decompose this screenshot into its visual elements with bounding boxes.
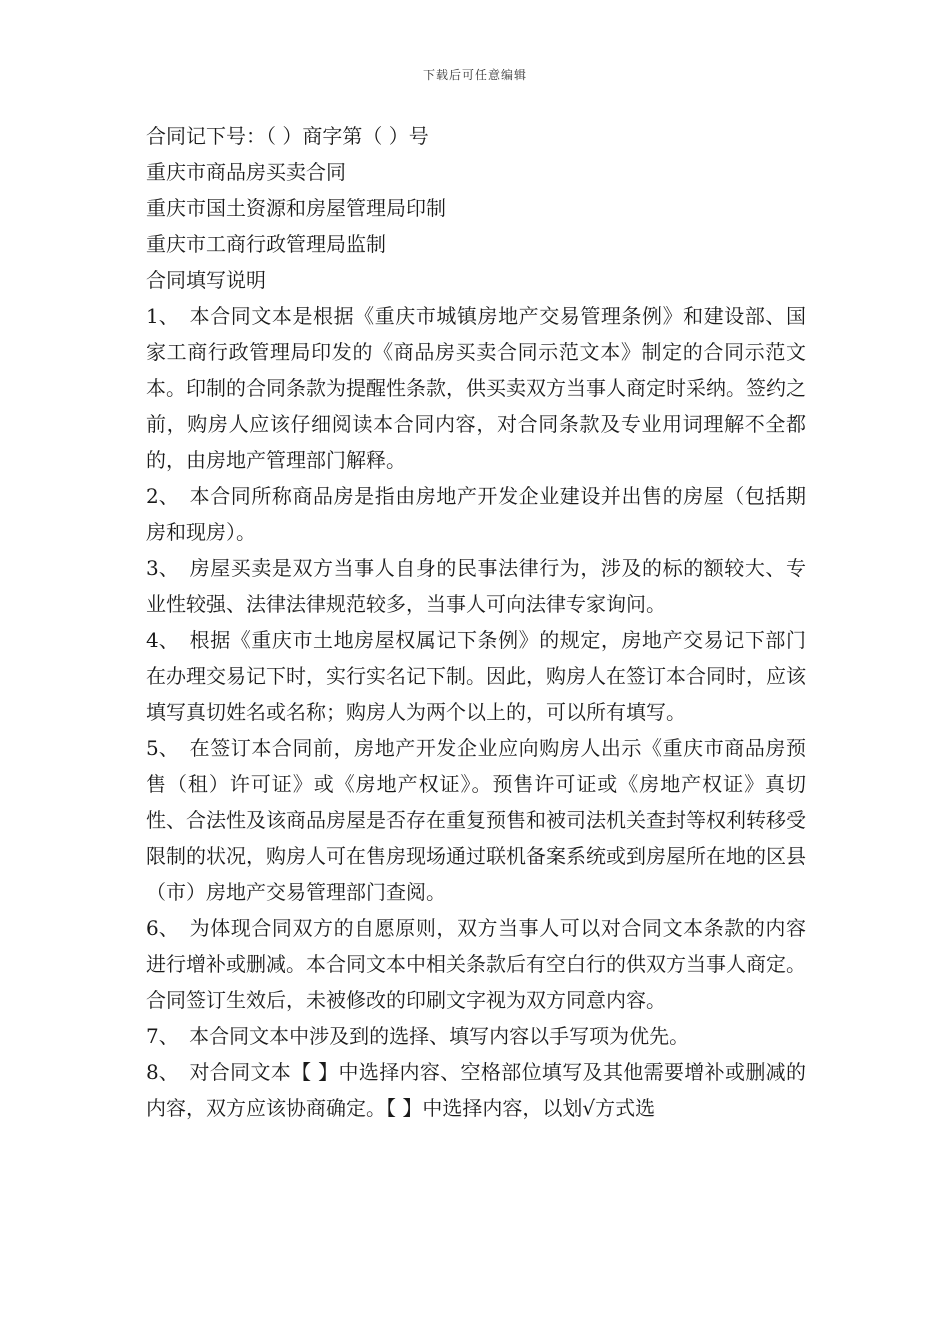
instruction-item — [146, 910, 806, 1018]
contract-title: 重庆市商品房买卖合同 — [146, 160, 346, 184]
item-text: 为体现合同双方的自愿原则，双方当事人可以对合同文本条款的内容进行增补或删减。本合同文本中相关条款后有空白行的供双方当事人商定。合同签订生效后，未被修改的印刷文字视为双方同意内容。 — [146, 916, 806, 1012]
item-number: 3、 — [146, 556, 179, 580]
item-number: 2、 — [146, 484, 179, 508]
document-body — [146, 118, 806, 1126]
item-text: 本合同文本是根据《重庆市城镇房地产交易管理条例》和建设部、国家工商行政管理局印发的《商品房买卖合同示范文本》制定的合同示范文本。印制的合同条款为提醒性条款，供买卖双方当事人商定时采纳。签约之前，购房人应该仔细阅读本合同内容，对合同条款及专业用词理解不全都的，由房地产管理部门解释。 — [146, 304, 806, 472]
instructions-heading: 合同填写说明 — [146, 268, 266, 292]
supervised-by: 重庆市工商行政管理局监制 — [146, 232, 386, 256]
item-text: 在签订本合同前，房地产开发企业应向购房人出示《重庆市商品房预售（租）许可证》或《房地产权证》。预售许可证或《房地产权证》真切性、合法性及该商品房屋是否存在重复预售和被司法机关查封等权利转移受限制的状况，购房人可在售房现场通过联机备案系统或到房屋所在地的区县（市）房地产交易管理部门查阅。 — [146, 736, 806, 904]
item-number: 4、 — [146, 628, 179, 652]
instruction-item — [146, 1018, 806, 1054]
item-number: 5、 — [146, 736, 179, 760]
instruction-item — [146, 550, 806, 622]
header-note: 下载后可任意编辑 — [422, 68, 527, 82]
item-number: 7、 — [146, 1024, 179, 1048]
instruction-item — [146, 622, 806, 730]
item-text: 房屋买卖是双方当事人自身的民事法律行为，涉及的标的额较大、专业性较强、法律法律规范较多，当事人可向法律专家询问。 — [146, 556, 806, 616]
instruction-item — [146, 298, 806, 478]
item-number: 6、 — [146, 916, 179, 940]
item-text: 根据《重庆市土地房屋权属记下条例》的规定，房地产交易记下部门在办理交易记下时，实行实名记下制。因此，购房人在签订本合同时，应该填写真切姓名或名称；购房人为两个以上的，可以所有填写。 — [146, 628, 806, 724]
item-text: 本合同文本中涉及到的选择、填写内容以手写项为优先。 — [189, 1024, 690, 1048]
item-number: 1、 — [146, 304, 179, 328]
item-text: 本合同所称商品房是指由房地产开发企业建设并出售的房屋（包括期房和现房）。 — [146, 484, 806, 544]
instruction-item — [146, 478, 806, 550]
item-number: 8、 — [146, 1060, 179, 1084]
instruction-item — [146, 730, 806, 910]
instruction-item — [146, 1054, 806, 1126]
contract-registration-number: 合同记下号：（ ）商字第（ ）号 — [146, 124, 429, 148]
item-text: 对合同文本【 】中选择内容、空格部位填写及其他需要增补或删减的内容，双方应该协商确定。【 】中选择内容，以划√方式选 — [146, 1060, 807, 1120]
printed-by: 重庆市国土资源和房屋管理局印制 — [146, 196, 446, 220]
